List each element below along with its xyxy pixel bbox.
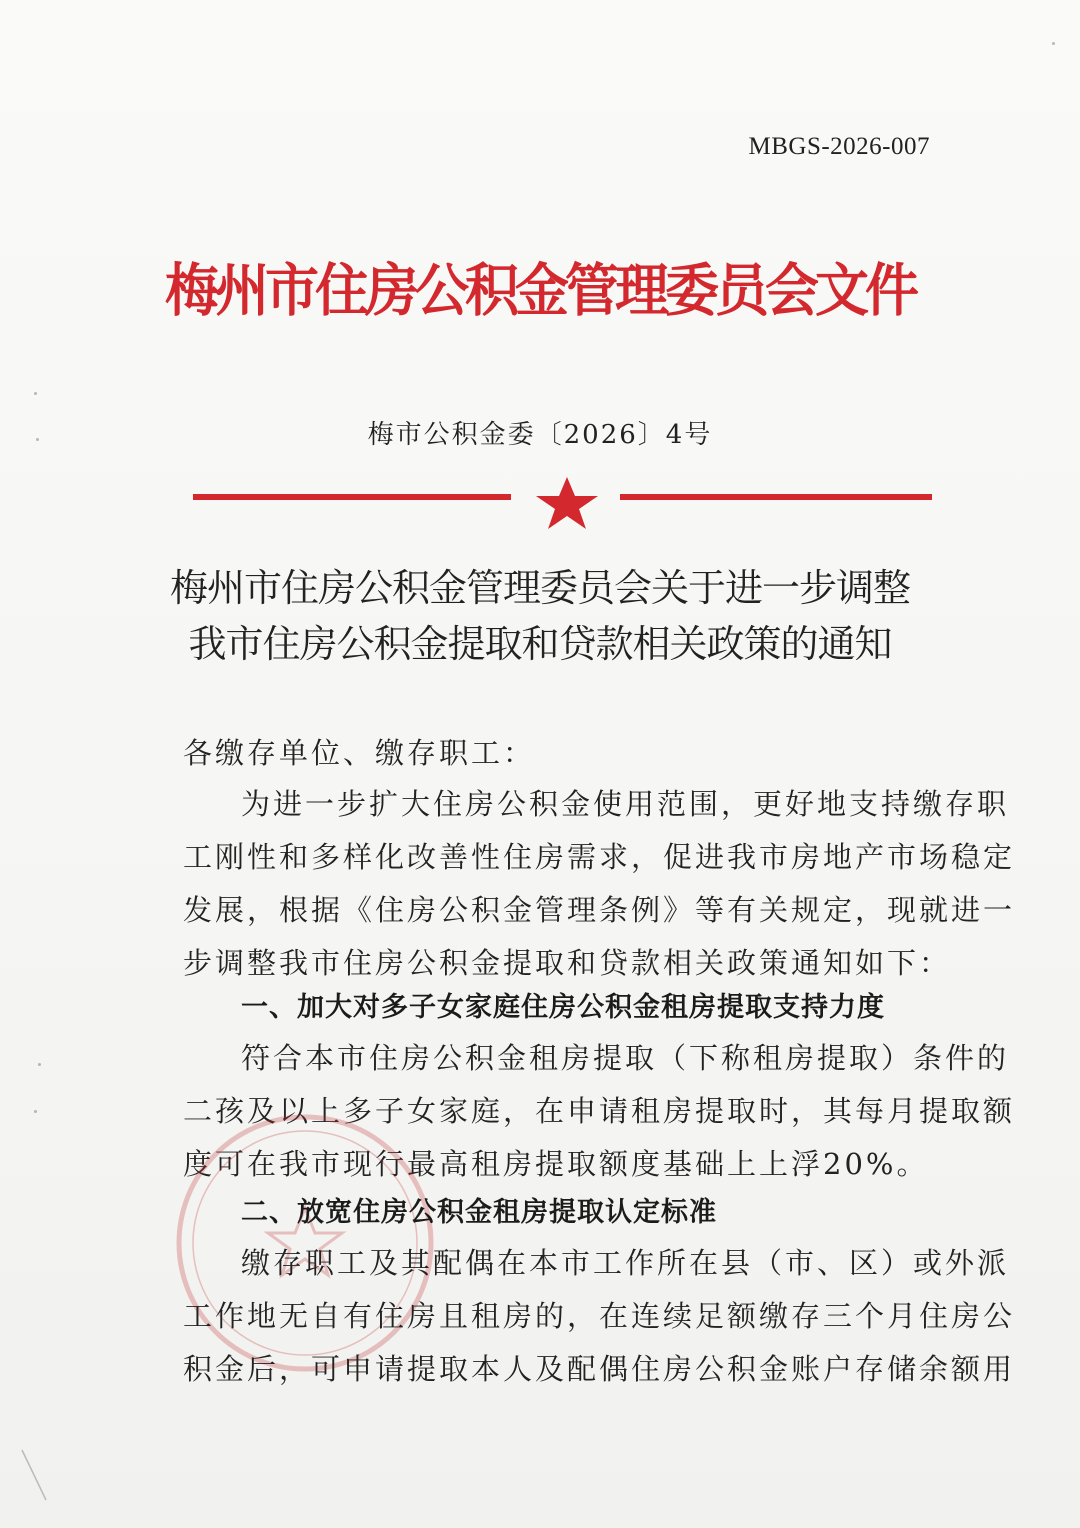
intro-line-4: 步调整我市住房公积金提取和贷款相关政策通知如下：: [183, 946, 952, 980]
scan-speck: [34, 1110, 37, 1113]
section-2-line-1: 缴存职工及其配偶在本市工作所在县（市、区）或外派: [241, 1246, 1010, 1280]
red-five-point-star-icon: [532, 475, 602, 531]
section-1-line-3: 度可在我市现行最高租房提取额度基础上上浮20%。: [183, 1147, 929, 1181]
section-1-heading: 一、加大对多子女家庭住房公积金租房提取支持力度: [241, 992, 885, 1023]
scan-speck: [1052, 42, 1055, 45]
scan-speck: [38, 1063, 41, 1066]
red-divider-left: [193, 494, 511, 500]
section-2-line-3: 积金后，可申请提取本人及配偶住房公积金账户存储余额用: [183, 1352, 1016, 1386]
intro-line-1: 为进一步扩大住房公积金使用范围，更好地支持缴存职: [241, 787, 1010, 821]
page-fold-mark: [20, 1448, 50, 1508]
title-line-2: 我市住房公积金提取和贷款相关政策的通知: [188, 622, 892, 666]
section-1-line-1: 符合本市住房公积金租房提取（下称租房提取）条件的: [241, 1041, 1010, 1075]
red-divider-right: [620, 494, 932, 500]
intro-paragraph: [183, 778, 1016, 990]
section-2-heading: 二、放宽住房公积金租房提取认定标准: [241, 1197, 717, 1228]
section-2-paragraph: [183, 1237, 1016, 1396]
intro-line-2: 工刚性和多样化改善性住房需求，促进我市房地产市场稳定: [183, 840, 1016, 874]
section-2-line-2: 工作地无自有住房且租房的，在连续足额缴存三个月住房公: [183, 1299, 1016, 1333]
issuer-header: 梅州市住房公积金管理委员会文件: [165, 256, 915, 324]
section-1-line-2: 二孩及以上多子女家庭，在申请租房提取时，其每月提取额: [183, 1094, 1016, 1128]
document-code: MBGS-2026-007: [748, 133, 930, 160]
title-line-1: 梅州市住房公积金管理委员会关于进一步调整: [169, 566, 910, 610]
scan-speck: [36, 438, 39, 441]
intro-line-3: 发展，根据《住房公积金管理条例》等有关规定，现就进一: [183, 893, 1016, 927]
notice-title: [0, 560, 1080, 672]
scan-speck: [34, 392, 37, 395]
salutation: 各缴存单位、缴存职工：: [183, 736, 536, 770]
file-number: 梅市公积金委〔2026〕4号: [367, 420, 713, 450]
